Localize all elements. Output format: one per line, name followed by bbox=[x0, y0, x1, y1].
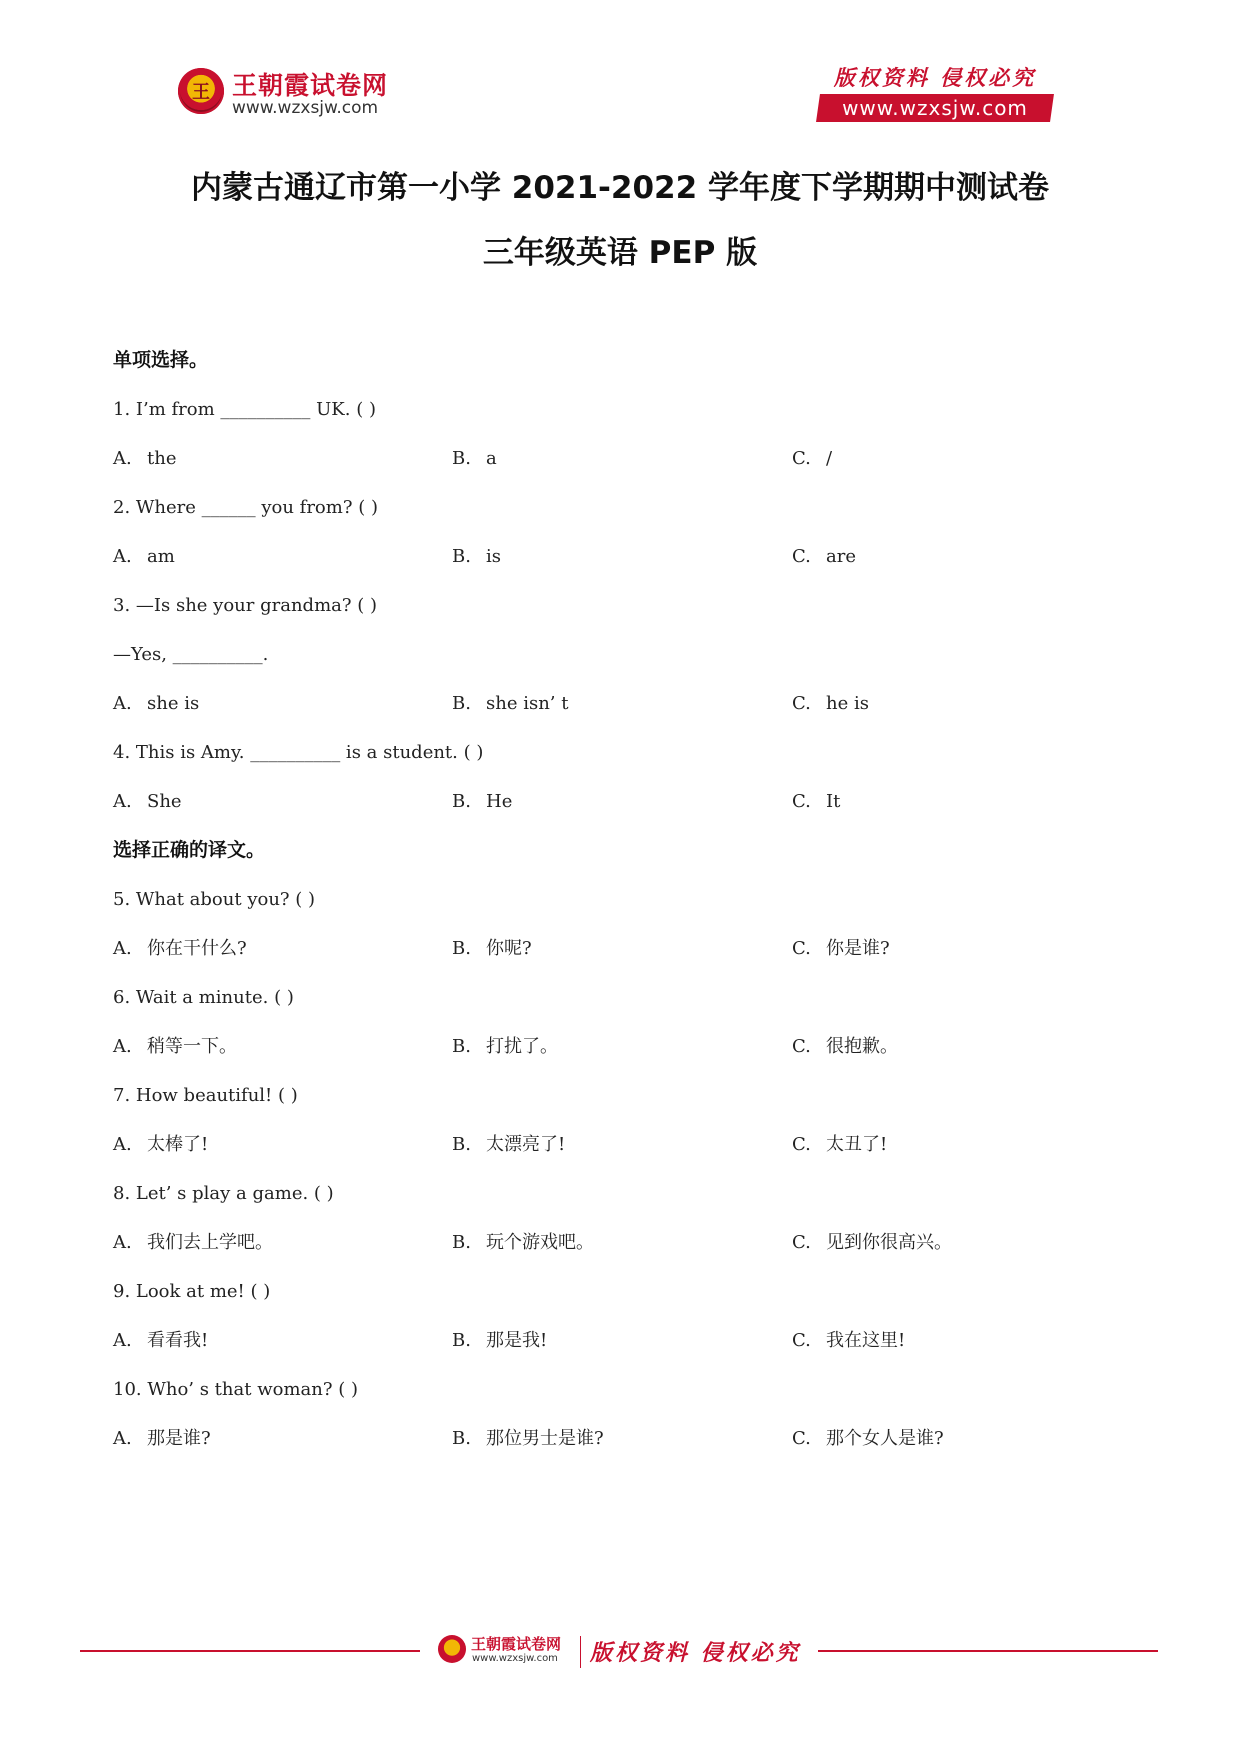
question-stem: 8. Let’ s play a game. ( ) bbox=[113, 1183, 334, 1204]
footer-brand-url: www.wzxsjw.com bbox=[472, 1653, 558, 1664]
option-c: C. 见到你很高兴。 bbox=[792, 1232, 952, 1253]
option-a: A. She bbox=[113, 791, 182, 812]
seal-icon bbox=[438, 1635, 466, 1663]
option-b: B. He bbox=[452, 791, 513, 812]
footer-copyright: 版权资料 侵权必究 bbox=[590, 1640, 801, 1666]
option-c: C. 太丑了! bbox=[792, 1134, 888, 1155]
option-b: B. a bbox=[452, 448, 497, 469]
section-heading: 单项选择。 bbox=[113, 349, 209, 371]
option-b: B. 那位男士是谁? bbox=[452, 1428, 604, 1449]
option-c: C. he is bbox=[792, 693, 869, 714]
option-b: B. 你呢? bbox=[452, 938, 532, 959]
option-a: A. she is bbox=[113, 693, 200, 714]
option-a: A. 你在干什么? bbox=[113, 938, 247, 959]
option-b: B. she isn’ t bbox=[452, 693, 569, 714]
question-options bbox=[113, 924, 1113, 973]
header-copyright-block bbox=[818, 62, 1052, 122]
question-stem: 1. I’m from __________ UK. ( ) bbox=[113, 399, 376, 420]
option-a: A. 太棒了! bbox=[113, 1134, 209, 1155]
option-a: A. 那是谁? bbox=[113, 1428, 211, 1449]
question-stem: 6. Wait a minute. ( ) bbox=[113, 987, 294, 1008]
question-options bbox=[113, 777, 1113, 826]
option-a: A. 我们去上学吧。 bbox=[113, 1232, 273, 1253]
option-c: C. 我在这里! bbox=[792, 1330, 906, 1351]
option-c: C. 那个女人是谁? bbox=[792, 1428, 944, 1449]
question-stem: 9. Look at me! ( ) bbox=[113, 1281, 271, 1302]
question-options bbox=[113, 1120, 1113, 1169]
question-options bbox=[113, 1022, 1113, 1071]
brand-url: www.wzxsjw.com bbox=[232, 98, 379, 118]
question-options bbox=[113, 1218, 1113, 1267]
brand-name: 王朝霞试卷网 bbox=[232, 71, 389, 100]
question-stem: 2. Where ______ you from? ( ) bbox=[113, 497, 378, 518]
question-options bbox=[113, 1316, 1113, 1365]
footer-brand-name: 王朝霞试卷网 bbox=[471, 1635, 562, 1653]
question-stem: 7. How beautiful! ( ) bbox=[113, 1085, 298, 1106]
question-options bbox=[113, 679, 1113, 728]
section-heading: 选择正确的译文。 bbox=[113, 839, 266, 861]
option-a: A. the bbox=[113, 448, 177, 469]
question-stem: 5. What about you? ( ) bbox=[113, 889, 316, 910]
option-b: B. 打扰了。 bbox=[452, 1036, 558, 1057]
option-b: B. 太漂亮了! bbox=[452, 1134, 566, 1155]
exam-subtitle: 三年级英语 PEP 版 bbox=[482, 235, 758, 271]
seal-icon bbox=[178, 68, 224, 114]
footer-separator bbox=[580, 1636, 581, 1668]
option-c: C. 你是谁? bbox=[792, 938, 890, 959]
copyright-notice: 版权资料 侵权必究 bbox=[833, 65, 1037, 90]
footer-divider-left bbox=[80, 1650, 420, 1652]
exam-body bbox=[113, 336, 1113, 1463]
url-banner bbox=[816, 94, 1054, 122]
exam-title: 内蒙古通辽市第一小学 2021-2022 学年度下学期期中测试卷 bbox=[190, 170, 1049, 206]
option-c: C. 很抱歉。 bbox=[792, 1036, 898, 1057]
footer-divider-right bbox=[818, 1650, 1158, 1652]
url-banner-text: www.wzxsjw.com bbox=[842, 96, 1028, 120]
question-stem: 4. This is Amy. __________ is a student. ( ) bbox=[113, 742, 484, 763]
option-a: A. am bbox=[113, 546, 175, 567]
option-b: B. 那是我! bbox=[452, 1330, 548, 1351]
option-b: B. 玩个游戏吧。 bbox=[452, 1232, 594, 1253]
question-options bbox=[113, 1414, 1113, 1463]
option-c: C. It bbox=[792, 791, 841, 812]
option-c: C. / bbox=[792, 448, 833, 469]
question-dialogue-line: —Yes, __________. bbox=[113, 644, 269, 665]
question-stem: 10. Who’ s that woman? ( ) bbox=[113, 1379, 358, 1400]
option-a: A. 稍等一下。 bbox=[113, 1036, 237, 1057]
question-options bbox=[113, 532, 1113, 581]
option-a: A. 看看我! bbox=[113, 1330, 209, 1351]
option-b: B. is bbox=[452, 546, 501, 567]
question-options bbox=[113, 434, 1113, 483]
header-logo bbox=[178, 66, 418, 122]
footer-logo bbox=[438, 1633, 578, 1671]
question-stem: 3. —Is she your grandma? ( ) bbox=[113, 595, 378, 616]
option-c: C. are bbox=[792, 546, 856, 567]
